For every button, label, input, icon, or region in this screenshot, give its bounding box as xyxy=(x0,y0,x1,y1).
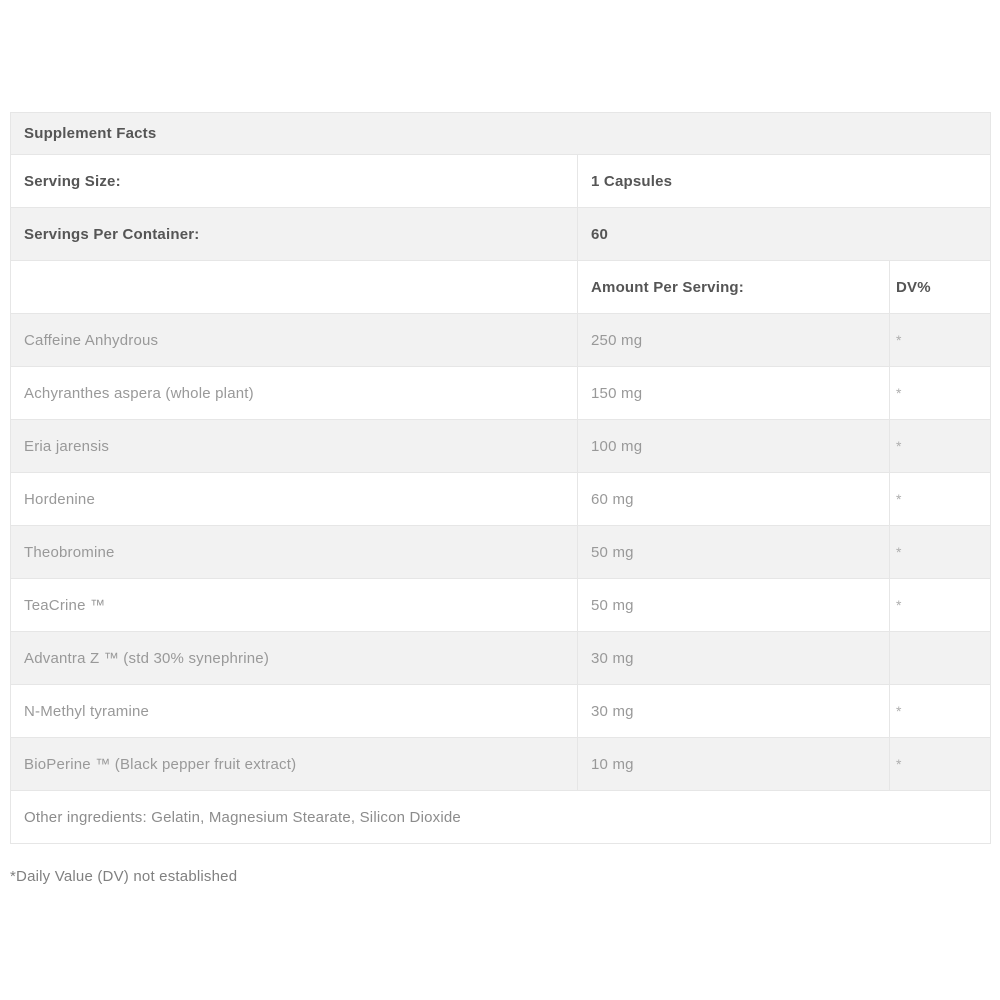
amount-per-serving-header: Amount Per Serving: xyxy=(578,261,890,314)
serving-size-row xyxy=(11,155,991,208)
dv-percent-header: DV% xyxy=(890,261,991,314)
ingredient-dv: * xyxy=(890,367,991,420)
ingredient-name: Theobromine xyxy=(11,526,578,579)
other-ingredients-text: Other ingredients: Gelatin, Magnesium Stearate, Silicon Dioxide xyxy=(11,791,991,844)
ingredient-amount: 150 mg xyxy=(578,367,890,420)
ingredient-dv: * xyxy=(890,420,991,473)
ingredient-row xyxy=(11,526,991,579)
ingredient-row xyxy=(11,685,991,738)
ingredient-name: N-Methyl tyramine xyxy=(11,685,578,738)
ingredient-row xyxy=(11,473,991,526)
ingredient-amount: 30 mg xyxy=(578,685,890,738)
ingredient-dv xyxy=(890,632,991,685)
serving-size-label: Serving Size: xyxy=(11,155,578,208)
ingredient-row xyxy=(11,632,991,685)
ingredient-amount: 30 mg xyxy=(578,632,890,685)
servings-per-container-row xyxy=(11,208,991,261)
ingredient-row xyxy=(11,579,991,632)
ingredient-name: Caffeine Anhydrous xyxy=(11,314,578,367)
daily-value-footnote: *Daily Value (DV) not established xyxy=(10,868,238,885)
ingredient-dv: * xyxy=(890,314,991,367)
ingredient-name: TeaCrine ™ xyxy=(11,579,578,632)
ingredient-dv: * xyxy=(890,526,991,579)
servings-per-container-label: Servings Per Container: xyxy=(11,208,578,261)
ingredient-amount: 10 mg xyxy=(578,738,890,791)
ingredient-row xyxy=(11,420,991,473)
table-title: Supplement Facts xyxy=(11,113,991,155)
ingredient-amount: 100 mg xyxy=(578,420,890,473)
ingredient-amount: 50 mg xyxy=(578,526,890,579)
ingredient-row xyxy=(11,367,991,420)
servings-per-container-value: 60 xyxy=(578,208,991,261)
ingredient-name: Hordenine xyxy=(11,473,578,526)
serving-size-value: 1 Capsules xyxy=(578,155,991,208)
ingredient-row xyxy=(11,738,991,791)
ingredient-name: BioPerine ™ (Black pepper fruit extract) xyxy=(11,738,578,791)
ingredient-dv: * xyxy=(890,473,991,526)
ingredient-amount: 250 mg xyxy=(578,314,890,367)
ingredient-dv: * xyxy=(890,738,991,791)
ingredient-row xyxy=(11,314,991,367)
ingredient-amount: 50 mg xyxy=(578,579,890,632)
ingredient-amount: 60 mg xyxy=(578,473,890,526)
supplement-facts-table xyxy=(10,112,991,844)
empty-header-cell xyxy=(11,261,578,314)
column-header-row xyxy=(11,261,991,314)
ingredient-name: Eria jarensis xyxy=(11,420,578,473)
ingredient-name: Achyranthes aspera (whole plant) xyxy=(11,367,578,420)
other-ingredients-row xyxy=(11,791,991,844)
ingredient-name: Advantra Z ™ (std 30% synephrine) xyxy=(11,632,578,685)
ingredient-dv: * xyxy=(890,685,991,738)
title-row xyxy=(11,113,991,155)
ingredient-dv: * xyxy=(890,579,991,632)
